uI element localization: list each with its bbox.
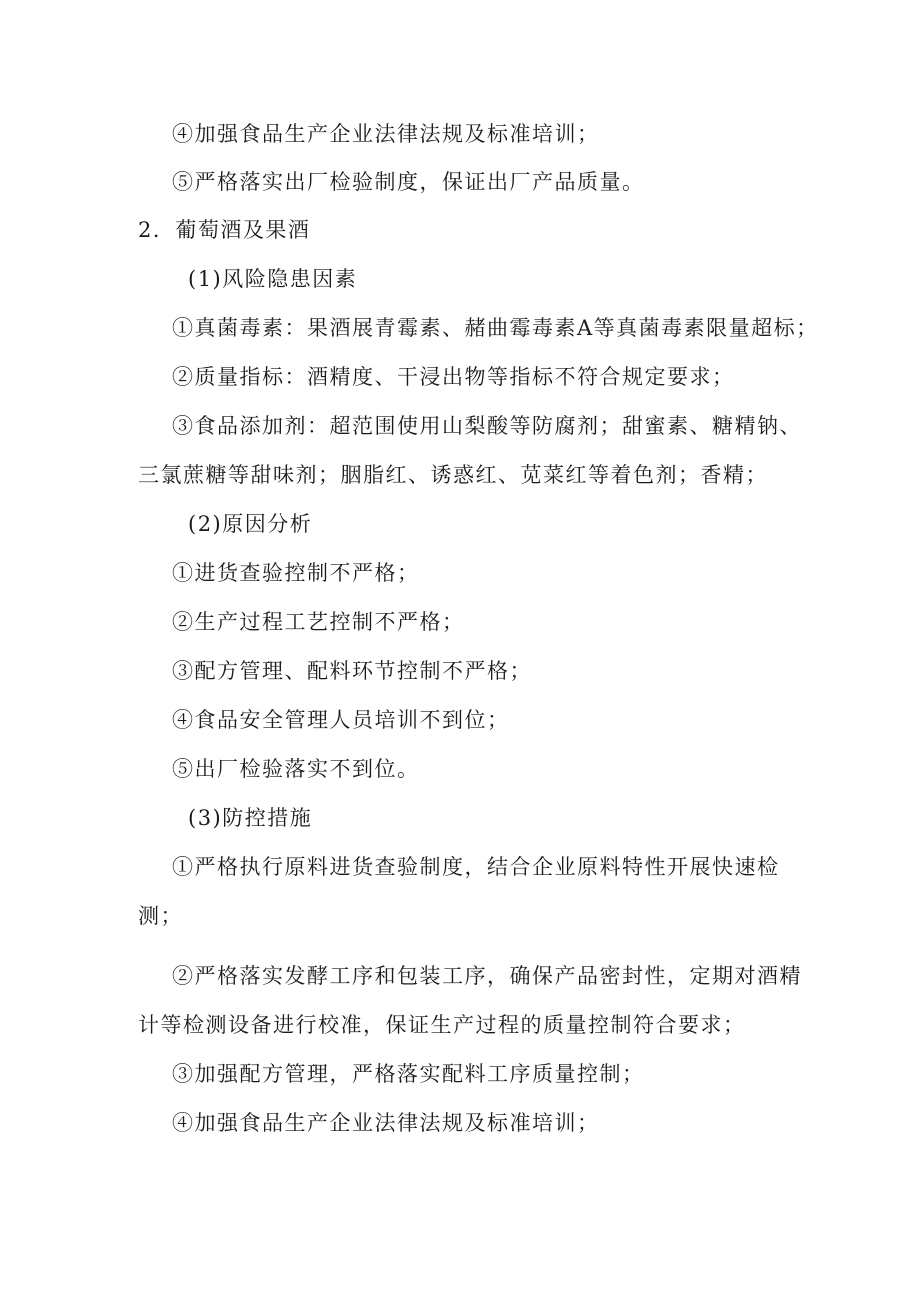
cause-item-1: ①进货查验控制不严格；: [172, 561, 420, 585]
measure-item-2: ②严格落实发酵工序和包装工序，确保产品密封性，定期对酒精: [172, 964, 802, 988]
risk-item-3: ③食品添加剂：超范围使用山梨酸等防腐剂；甜蜜素、糖精钠、: [172, 414, 802, 438]
measure-item-4: ④加强食品生产企业法律法规及标准培训；: [172, 122, 600, 146]
risk-item-1: ①真菌毒素：果酒展青霉素、赭曲霉毒素A等真菌毒素限量超标；: [172, 316, 819, 340]
measure-item-5: ⑤严格落实出厂检验制度，保证出厂产品质量。: [172, 170, 645, 194]
measure-item-4-bottom: ④加强食品生产企业法律法规及标准培训；: [172, 1111, 600, 1135]
measure-item-1-continued: 测；: [138, 904, 183, 928]
subheading-cause-analysis: (2)原因分析: [188, 512, 313, 536]
cause-item-5: ⑤出厂检验落实不到位。: [172, 757, 420, 781]
subheading-risk-factors: (1)风险隐患因素: [188, 267, 358, 291]
risk-item-3-continued: 三氯蔗糖等甜味剂；胭脂红、诱惑红、苋菜红等着色剂；香精；: [138, 463, 768, 487]
measure-item-2-continued: 计等检测设备进行校准，保证生产过程的质量控制符合要求；: [138, 1013, 746, 1037]
section-heading-wine: 2．葡萄酒及果酒: [138, 218, 311, 242]
cause-item-3: ③配方管理、配料环节控制不严格；: [172, 659, 532, 683]
measure-item-3: ③加强配方管理，严格落实配料工序质量控制；: [172, 1062, 645, 1086]
cause-item-4: ④食品安全管理人员培训不到位；: [172, 708, 510, 732]
risk-item-2: ②质量指标：酒精度、干浸出物等指标不符合规定要求；: [172, 365, 735, 389]
subheading-prevention-measures: (3)防控措施: [188, 806, 313, 830]
cause-item-2: ②生产过程工艺控制不严格；: [172, 610, 465, 634]
measure-item-1: ①严格执行原料进货查验制度，结合企业原料特性开展快速检: [172, 855, 780, 879]
